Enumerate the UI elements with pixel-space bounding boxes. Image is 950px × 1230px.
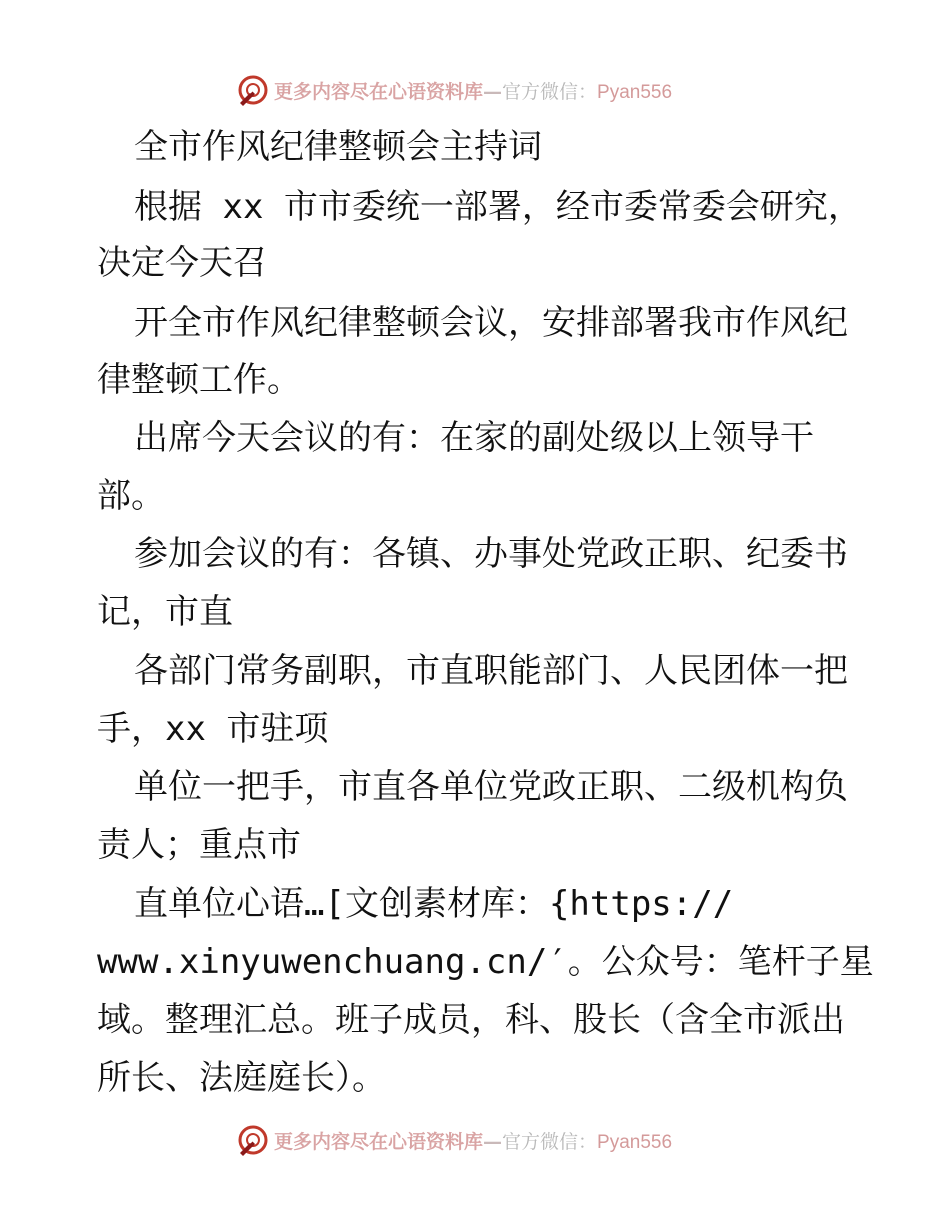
paragraph-line: 手，xx 市驻项: [97, 709, 329, 749]
paragraph-line: 域。整理汇总。班子成员，科、股长（含全市派出: [97, 1000, 845, 1040]
paragraph-line: 决定今天召: [97, 243, 267, 283]
banner-wechat-id: Pyan556: [597, 1131, 673, 1153]
paragraph-line: 所长、法庭庭长）。: [97, 1058, 386, 1098]
banner-dash: —: [483, 80, 503, 103]
banner-dash: —: [483, 1130, 503, 1153]
paragraph-line: 部。: [97, 476, 165, 516]
paragraph-line: 各部门常务副职，市直职能部门、人民团体一把: [134, 651, 848, 691]
document-title: 全市作风纪律整顿会主持词: [134, 127, 542, 167]
pen-nib-logo-icon: [236, 73, 270, 107]
banner-main-text: 更多内容尽在心语资料库: [274, 1130, 484, 1153]
paragraph-line: 根据 xx 市市委统一部署，经市委常委会研究，: [134, 187, 862, 227]
paragraph-line: 出席今天会议的有：在家的副处级以上领导干: [134, 418, 814, 458]
banner-wechat-label: 官方微信：: [502, 80, 598, 103]
banner-wechat-id: Pyan556: [597, 81, 673, 103]
footer-banner: [236, 1122, 716, 1158]
paragraph-line: 责人；重点市: [97, 825, 301, 865]
banner-text: [274, 1127, 672, 1154]
paragraph-line: www.xinyuwenchuang.cn/′。公众号：笔杆子星: [97, 942, 874, 982]
pen-nib-logo-icon: [236, 1123, 270, 1157]
paragraph-line: 记，市直: [97, 592, 233, 632]
header-banner: [236, 72, 716, 108]
banner-main-text: 更多内容尽在心语资料库: [274, 80, 484, 103]
paragraph-line: 开全市作风纪律整顿会议，安排部署我市作风纪: [134, 303, 848, 343]
banner-wechat-label: 官方微信：: [502, 1130, 598, 1153]
paragraph-line: 单位一把手，市直各单位党政正职、二级机构负: [134, 767, 848, 807]
paragraph-line: 律整顿工作。: [97, 360, 301, 400]
paragraph-line: 参加会议的有：各镇、办事处党政正职、纪委书: [134, 534, 848, 574]
banner-text: [274, 77, 672, 104]
paragraph-line: 直单位心语…[文创素材库：{https://: [134, 884, 734, 924]
